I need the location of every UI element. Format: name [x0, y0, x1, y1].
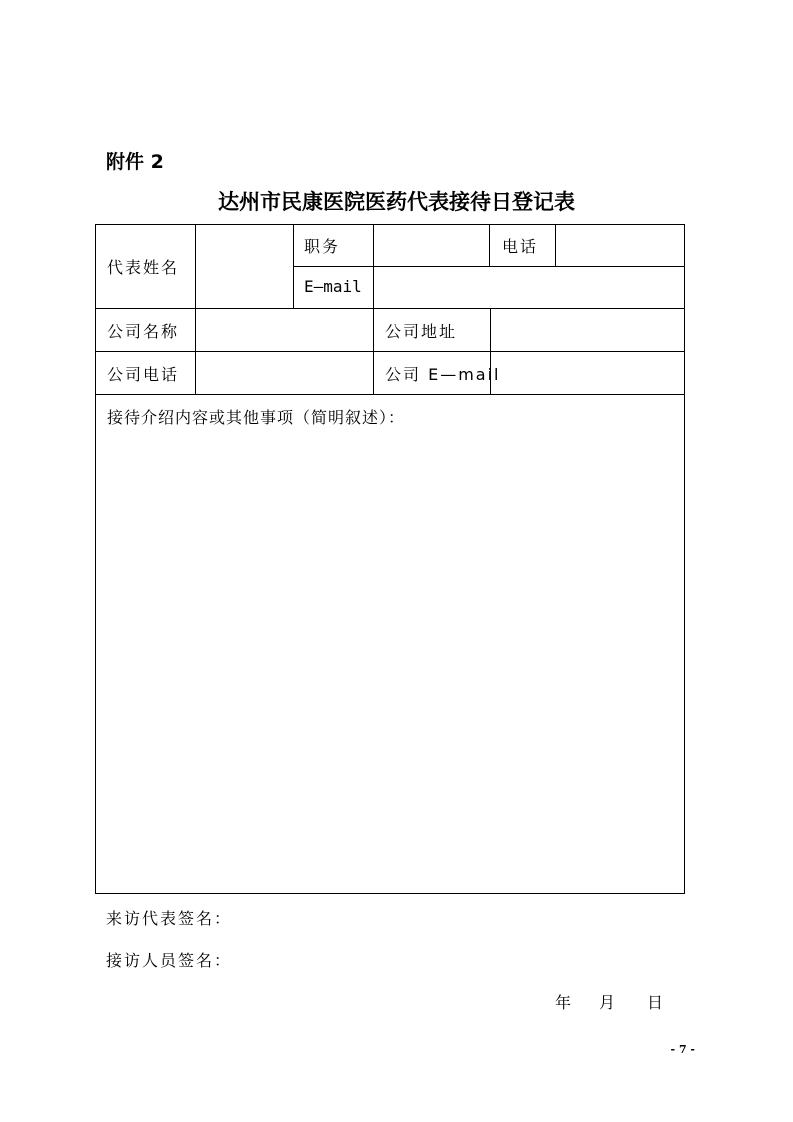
date-year-label: 年	[555, 993, 572, 1012]
attachment-label: 附件 2	[106, 151, 164, 173]
date-month-label: 月	[599, 993, 616, 1012]
rep-name-field[interactable]	[196, 225, 293, 308]
col-divider	[293, 225, 294, 308]
company-phone-label: 公司电话	[107, 365, 180, 384]
form-title: 达州市民康医院医药代表接待日登记表	[218, 189, 575, 214]
email-label: E—mail	[304, 277, 362, 296]
company-name-label: 公司名称	[107, 322, 180, 341]
company-email-field[interactable]	[491, 352, 685, 394]
company-email-label: 公司 E—mail	[385, 365, 501, 384]
page-number: - 7 -	[670, 1043, 695, 1056]
phone-label: 电话	[502, 237, 539, 256]
date-day-label: 日	[647, 993, 664, 1012]
phone-field[interactable]	[556, 225, 685, 266]
company-address-field[interactable]	[491, 309, 685, 351]
email-field[interactable]	[374, 267, 685, 308]
content-label: 接待介绍内容或其他事项（简明叙述）：	[107, 408, 406, 427]
col-divider	[489, 225, 490, 266]
registration-form-table	[95, 224, 685, 894]
content-field[interactable]	[96, 435, 685, 893]
position-label: 职务	[304, 237, 341, 256]
row-divider	[96, 394, 685, 395]
receiver-signature-label: 接访人员签名：	[106, 951, 233, 970]
visitor-signature-label: 来访代表签名：	[106, 909, 233, 928]
company-phone-field[interactable]	[196, 352, 373, 394]
company-name-field[interactable]	[196, 309, 373, 351]
company-address-label: 公司地址	[385, 322, 458, 341]
position-field[interactable]	[374, 225, 489, 266]
rep-name-label: 代表姓名	[107, 258, 180, 277]
